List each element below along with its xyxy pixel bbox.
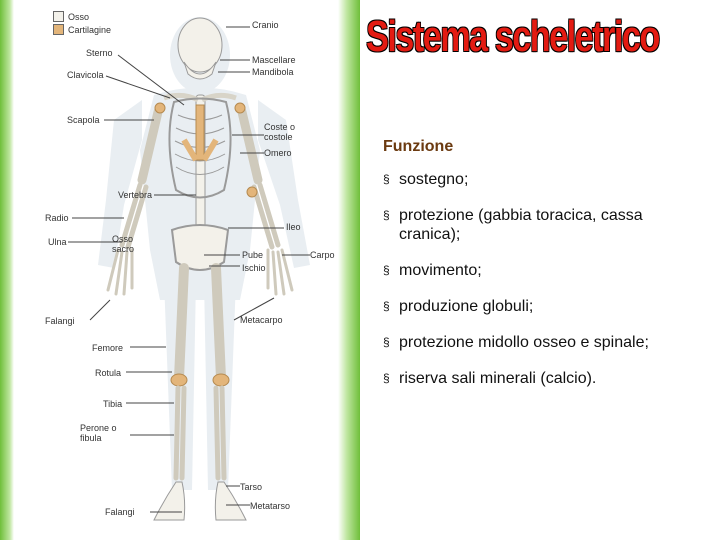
label-radio: Radio bbox=[45, 213, 69, 223]
bullet-icon: § bbox=[383, 208, 390, 222]
label-falangi-mano: Falangi bbox=[45, 316, 75, 326]
divider-green-border bbox=[338, 0, 360, 540]
label-perone: Perone o fibula bbox=[80, 423, 117, 443]
list-item bbox=[383, 206, 703, 244]
legend-label: Cartilagine bbox=[68, 24, 112, 35]
label-tarso: Tarso bbox=[240, 482, 263, 492]
list-item bbox=[383, 333, 703, 352]
label-ulna: Ulna bbox=[48, 237, 67, 247]
label-femore: Femore bbox=[92, 343, 124, 353]
list-item-text: riserva sali minerali (calcio). bbox=[399, 370, 597, 387]
list-item-text: protezione midollo osseo e spinale; bbox=[399, 334, 649, 351]
section-title: Funzione bbox=[383, 138, 454, 155]
label-pube: Pube bbox=[242, 250, 264, 260]
label-omero: Omero bbox=[264, 148, 292, 158]
label-vertebra: Vertebra bbox=[118, 190, 153, 200]
list-item bbox=[383, 170, 703, 189]
page-title: Sistema scheletrico bbox=[366, 12, 659, 61]
label-cranio: Cranio bbox=[252, 20, 279, 30]
label-mandibola: Mandibola bbox=[252, 67, 294, 77]
list-item-text: sostegno; bbox=[399, 171, 469, 188]
function-list bbox=[383, 170, 703, 405]
label-clavicola: Clavicola bbox=[67, 70, 104, 80]
bullet-icon: § bbox=[383, 335, 390, 349]
label-rotula: Rotula bbox=[95, 368, 122, 378]
label-ischio: Ischio bbox=[242, 263, 266, 273]
label-falangi-piede: Falangi bbox=[105, 507, 135, 517]
list-item bbox=[383, 369, 703, 388]
skeleton-illustration bbox=[14, 0, 338, 540]
label-coste: Coste o costole bbox=[264, 122, 296, 142]
bullet-icon: § bbox=[383, 263, 390, 277]
legend bbox=[53, 10, 111, 36]
legend-item-bone bbox=[53, 10, 111, 23]
bullet-icon: § bbox=[383, 371, 390, 385]
bullet-icon: § bbox=[383, 299, 390, 313]
label-metacarpo: Metacarpo bbox=[240, 315, 283, 325]
label-metatarso: Metatarso bbox=[250, 501, 291, 511]
list-item-text: protezione (gabbia toracica, cassa cranica); bbox=[399, 207, 643, 243]
bone-swatch bbox=[53, 11, 64, 22]
list-item bbox=[383, 297, 703, 316]
label-osso-sacro: Osso sacro bbox=[112, 234, 135, 254]
legend-label: Osso bbox=[68, 11, 90, 22]
cartilage-swatch bbox=[53, 24, 64, 35]
label-scapola: Scapola bbox=[67, 115, 100, 125]
list-item-text: produzione globuli; bbox=[399, 298, 534, 315]
list-item-text: movimento; bbox=[399, 262, 482, 279]
label-ileo: Ileo bbox=[286, 222, 301, 232]
label-sterno: Sterno bbox=[86, 48, 113, 58]
left-green-border bbox=[0, 0, 14, 540]
label-tibia: Tibia bbox=[103, 399, 123, 409]
label-mascellare: Mascellare bbox=[252, 55, 296, 65]
label-carpo: Carpo bbox=[310, 250, 335, 260]
bullet-icon: § bbox=[383, 172, 390, 186]
list-item bbox=[383, 261, 703, 280]
legend-item-cartilage bbox=[53, 23, 111, 36]
